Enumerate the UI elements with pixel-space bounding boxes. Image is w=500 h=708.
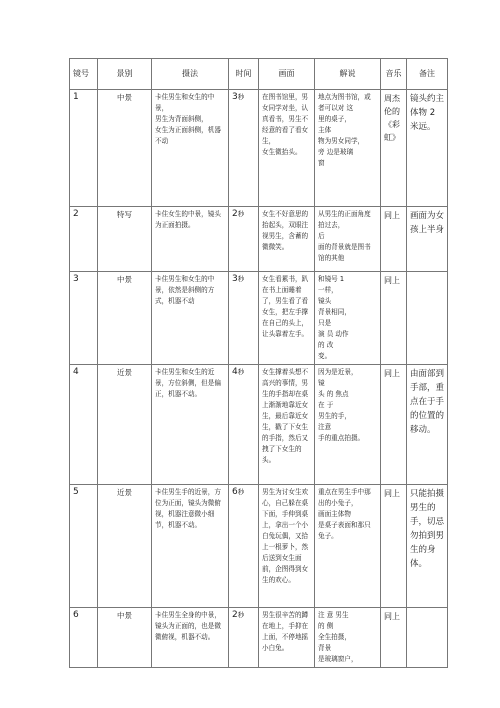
- cell-sj-number: 6: [232, 487, 238, 497]
- cell-yy: 同上: [381, 272, 407, 365]
- cell-hm: 女生撑着头想不高兴的事情，男生的手指却在桌上渐渐地靠近女生，最后靠近女生，戳了下女生的手指，然后又拽了下女生的头。: [259, 365, 315, 485]
- cell-sf: 卡住男生和女生的近景，方位斜侧，但是偏正，机器不动。: [152, 365, 229, 485]
- cell-sf: 卡住女生的中景，镜头为正面拍摄。: [152, 207, 229, 272]
- cell-sj: [229, 485, 259, 608]
- table-header-row: [70, 59, 448, 90]
- cell-yy: 同上: [381, 485, 407, 608]
- cell-jj: 和镜号 1 一样， 镜头 背景相同， 只是 演 员 动作 的 改 变。: [315, 272, 381, 365]
- cell-sj-number: 4: [232, 367, 238, 377]
- table-row: [70, 485, 448, 608]
- cell-sf: 卡住男生和女生的中景，依然是斜侧的方式，机器不动: [152, 272, 229, 365]
- header-jj: 解说: [315, 59, 381, 90]
- cell-bz: 画面为女孩上半身: [407, 207, 448, 272]
- cell-bz: [407, 608, 448, 668]
- cell-hm: 女生看累书，趴在书上面睡着了，男生看了看女生，把左手撑在自己的头上，让头靠着左手。: [259, 272, 315, 365]
- header-yy: 音乐: [381, 59, 407, 90]
- cell-sj-unit: 秒: [237, 275, 245, 283]
- storyboard-table: [69, 58, 448, 668]
- cell-bz: [407, 272, 448, 365]
- cell-sj-number: 2: [232, 209, 238, 219]
- cell-jj: 从男生的正面角度拍过去， 后 面的背景就是图书馆的其他: [315, 207, 381, 272]
- cell-sj-number: 3: [232, 92, 238, 102]
- cell-sf: 卡住男生和女生的中景， 男生为背面斜侧， 女生为正面斜侧，机器不动: [152, 90, 229, 207]
- cell-jb: 中景: [98, 90, 152, 207]
- table-row: [70, 365, 448, 485]
- cell-sj-number: 2: [232, 610, 238, 620]
- cell-num: 6: [70, 608, 98, 668]
- cell-bz: 由面部到手部，重点在于手的位置的移动。: [407, 365, 448, 485]
- cell-num: 2: [70, 207, 98, 272]
- table-row: [70, 608, 448, 668]
- cell-bz: 只能拍摄男生的手，切忌勿拍到男生的身体。: [407, 485, 448, 608]
- cell-jb: 特写: [98, 207, 152, 272]
- cell-num: 4: [70, 365, 98, 485]
- cell-num: 3: [70, 272, 98, 365]
- table-row: [70, 207, 448, 272]
- cell-sj-unit: 秒: [237, 210, 245, 218]
- cell-yy: 同上: [381, 365, 407, 485]
- cell-sf: 卡住男生全身的中景，镜头为正面的，也是微微俯视，机器不动。: [152, 608, 229, 668]
- cell-sj-unit: 秒: [237, 611, 245, 619]
- cell-sj: [229, 207, 259, 272]
- cell-jb: 中景: [98, 608, 152, 668]
- cell-jj: 注 意 男生 的 侧 全生拍摄， 背景 是玻璃窗户，: [315, 608, 381, 668]
- cell-hm: 在图书馆里，男女同学对坐，认真看书，男生不经意的看了看女生， 女生微抬头。: [259, 90, 315, 207]
- cell-hm: 男生很辛苦的蹲在地上，手抑在上面，不停地摇小白兔。: [259, 608, 315, 668]
- header-sj: 时间: [229, 59, 259, 90]
- header-sf: 摄法: [152, 59, 229, 90]
- cell-hm: 男生为讨女生欢心，自己躲在桌下面，手伸到桌上，拿出一个小白兔玩偶，又拾上一根萝卜，然后送到女生面前，企图得到女生的欢心。: [259, 485, 315, 608]
- cell-yy: 同上: [381, 207, 407, 272]
- cell-jj: 地点为图书馆，或 者可以对 这 里的桌子， 主体 物为男女同学， 旁 边是玻璃 窗: [315, 90, 381, 207]
- cell-num: 5: [70, 485, 98, 608]
- cell-yy: 周杰伦的《彩虹》: [381, 90, 407, 207]
- cell-hm: 女生不好意思的抬起头，双眼注视男生，含蓄的微微笑。: [259, 207, 315, 272]
- cell-sf: 卡住男生手的近景，方位为正面，镜头为微俯视，机器注意微小细节，机器不动。: [152, 485, 229, 608]
- cell-num: 1: [70, 90, 98, 207]
- header-bz: 备注: [407, 59, 448, 90]
- cell-sj: [229, 272, 259, 365]
- cell-sj-unit: 秒: [237, 368, 245, 376]
- cell-sj: [229, 365, 259, 485]
- header-num: 镜号: [70, 59, 98, 90]
- header-hm: 画面: [259, 59, 315, 90]
- cell-jb: 近景: [98, 485, 152, 608]
- cell-sj-unit: 秒: [237, 93, 245, 101]
- table-row: [70, 90, 448, 207]
- cell-sj: [229, 608, 259, 668]
- cell-jb: 中景: [98, 272, 152, 365]
- cell-sj-unit: 秒: [237, 488, 245, 496]
- cell-jj: 重点在男生手中那出的小兔子， 画面主体物 是桌子表面和那只兔子。: [315, 485, 381, 608]
- header-jb: 景别: [98, 59, 152, 90]
- cell-bz: 镜头约主体物 2 米远。: [407, 90, 448, 207]
- table-row: [70, 272, 448, 365]
- cell-jj: 因为是近景， 镜 头 的 焦点 在 于 男生的手， 注意 手的重点拍摄。: [315, 365, 381, 485]
- cell-sj: [229, 90, 259, 207]
- cell-sj-number: 3: [232, 274, 238, 284]
- cell-yy: 同上: [381, 608, 407, 668]
- cell-jb: 近景: [98, 365, 152, 485]
